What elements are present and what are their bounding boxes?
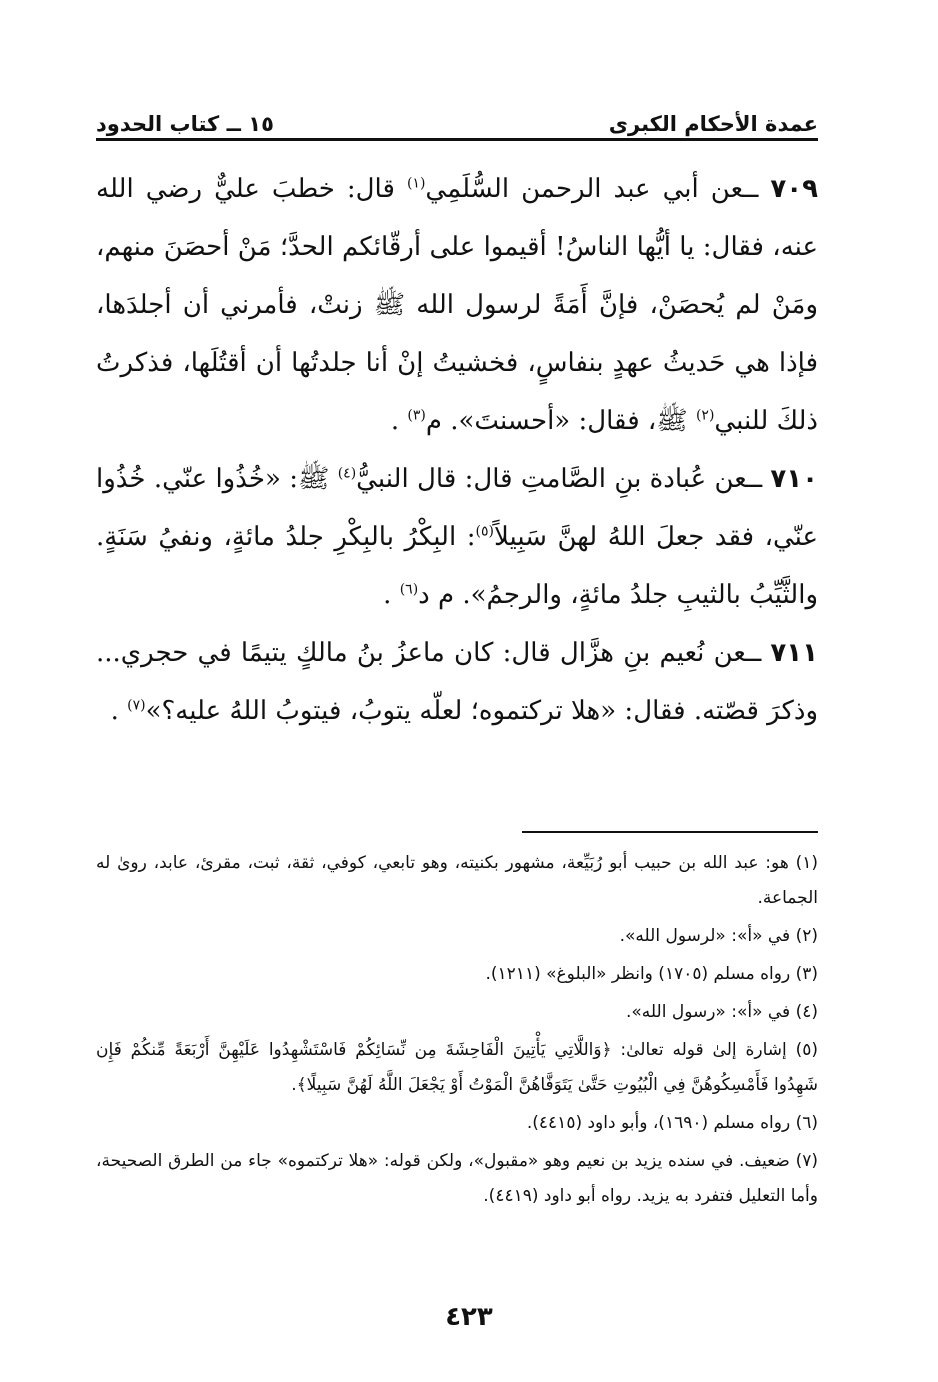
hadith-text: ﷺ، فقال: «أحسنتَ». م <box>425 406 696 436</box>
header-rule <box>96 138 818 141</box>
hadith-number: ٧١١ <box>770 638 819 668</box>
hadith-710: ٧١٠ ــعن عُبادة بنِ الصَّامتِ قال: قال النبيُّ$^{(٤)}$ ﷺ: «خُذُوا عنّي. خُذُوا عنّي، فقد جعلَ اللهُ لهنَّ سَبِيلاً$^{(٥)}$: البِكْرُ بالبِكْرِ جلدُ مائةٍ، ونفيُ سَنَةٍ. والثَّيِّبُ بالثيبِ جلدُ مائةٍ، والرجمُ». م د$^{(٦)}$ . <box>96 464 819 610</box>
hadith-number: ٧٠٩ <box>770 174 818 204</box>
hadith-text: ﷺ: «خُذُوا عنّي. خُذُوا عنّي، فقد جعلَ اللهُ لهنَّ سَبِيلاً <box>96 464 818 552</box>
hadith-text: عن أبي عبد الرحمن السُّلَمِي <box>425 174 744 204</box>
footnote-ref[interactable]: (٦) <box>399 581 419 598</box>
hadith-text: عن نُعيم بنِ هزَّال قال: كان ماعزُ بنُ مالكٍ يتيمًا في حجري... وذكرَ قصّته. فقال: «هلا تركتموه؛ لعلّه يتوبُ، فيتوبُ اللهُ عليه؟» <box>96 638 818 726</box>
book-title: عمدة الأحكام الكبرى <box>608 112 818 136</box>
hadith-text: عن عُبادة بنِ الصَّامتِ قال: قال النبيُّ <box>356 464 747 494</box>
footnote-7: (٧) ضعيف. في سنده يزيد بن نعيم وهو «مقبول»، ولكن قوله: «هلا تركتموه» جاء من الطرق الصحيحة، وأما التعليل فتفرد به يزيد. رواه أبو داود (٤٤١٩). <box>96 1151 818 1206</box>
footnote-ref[interactable]: (٤) <box>337 465 357 482</box>
footnotes <box>96 846 818 1217</box>
footnote-ref[interactable]: (٣) <box>407 407 426 424</box>
footnote-ref[interactable]: (٢) <box>695 407 715 424</box>
footnote-ref[interactable]: (١) <box>406 175 426 192</box>
hadith-text: : البِكْرُ بالبِكْرِ جلدُ مائةٍ، ونفيُ سَنَةٍ. والثَّيِّبُ بالثيبِ جلدُ مائةٍ، والرجمُ». م د <box>96 522 818 610</box>
footnote-1: (١) هو: عبد الله بن حبيب أبو رُبَيِّعة، مشهور بكنيته، وهو تابعي، كوفي، ثقة، ثبت، مقرئ، عابد، روىٰ له الجماعة. <box>96 853 818 908</box>
hadith-text: قال: خطبَ عليٌّ رضي الله عنه، فقال: يا أيُّها الناسُ! أقيموا على أرقّائكم الحدَّ؛ مَنْ أحصَنَ منهم، ومَنْ لم يُحصَنْ، فإنَّ أَمَةً لرسول الله ﷺ زنتْ، فأمرني أن أجلدَها، فإذا هي حَديثُ عهدٍ بنفاسٍ، فخشيتُ إنْ أنا جلدتُها أن أقتُلَها، فذكرتُ ذلكَ للنبي <box>96 174 818 436</box>
hadith-711: ٧١١ ــعن نُعيم بنِ هزَّال قال: كان ماعزُ بنُ مالكٍ يتيمًا في حجري... وذكرَ قصّته. فقال: «هلا تركتموه؛ لعلّه يتوبُ، فيتوبُ اللهُ عليه؟»$^{(٧)}$ . <box>96 638 819 726</box>
footnote-3: (٣) رواه مسلم (١٧٠٥) وانظر «البلوغ» (١٢١١). <box>485 964 818 984</box>
footnote-6: (٦) رواه مسلم (١٦٩٠)، وأبو داود (٤٤١٥). <box>526 1113 818 1133</box>
hadith-709: ٧٠٩ ــعن أبي عبد الرحمن السُّلَمِي$^{(١)}$ قال: خطبَ عليٌّ رضي الله عنه، فقال: يا أيُّها الناسُ! أقيموا على أرقّائكم الحدَّ؛ مَنْ أحصَنَ منهم، ومَنْ لم يُحصَنْ، فإنَّ أَمَةً لرسول الله ﷺ زنتْ، فأمرني أن أجلدَها، فإذا هي حَديثُ عهدٍ بنفاسٍ، فخشيتُ إنْ أنا جلدتُها أن أقتُلَها، فذكرتُ ذلكَ للنبي$^{(٢)}$ ﷺ، فقال: «أحسنتَ». م$^{(٣)}$ . <box>96 174 818 436</box>
running-header <box>96 100 818 136</box>
page-number: ٤٢٣ <box>445 1302 493 1332</box>
footnote-5: (٥) إشارة إلىٰ قوله تعالىٰ: ﴿وَاللَّاتِي يَأْتِينَ الْفَاحِشَةَ مِن نِّسَائِكُمْ فَاسْتَشْهِدُوا عَلَيْهِنَّ أَرْبَعَةً مِّنكُمْ فَإِن شَهِدُوا فَأَمْسِكُوهُنَّ فِي الْبُيُوتِ حَتَّىٰ يَتَوَفَّاهُنَّ الْمَوْتُ أَوْ يَجْعَلَ اللَّهُ لَهُنَّ سَبِيلًا﴾. <box>96 1040 818 1095</box>
footnote-2: (٢) في «أ»: «لرسول الله». <box>619 926 818 946</box>
chapter-title: ١٥ ــ كتاب الحدود <box>96 112 274 136</box>
footnote-ref[interactable]: (٧) <box>127 697 146 714</box>
hadith-closing: . <box>390 406 400 436</box>
footnote-separator <box>522 831 818 833</box>
main-text <box>96 160 818 740</box>
hadith-closing: . <box>383 580 392 610</box>
footnote-4: (٤) في «أ»: «رسول الله». <box>625 1002 818 1022</box>
hadith-closing: . <box>110 696 119 726</box>
hadith-number: ٧١٠ <box>770 464 819 494</box>
footnote-ref[interactable]: (٥) <box>475 523 494 540</box>
